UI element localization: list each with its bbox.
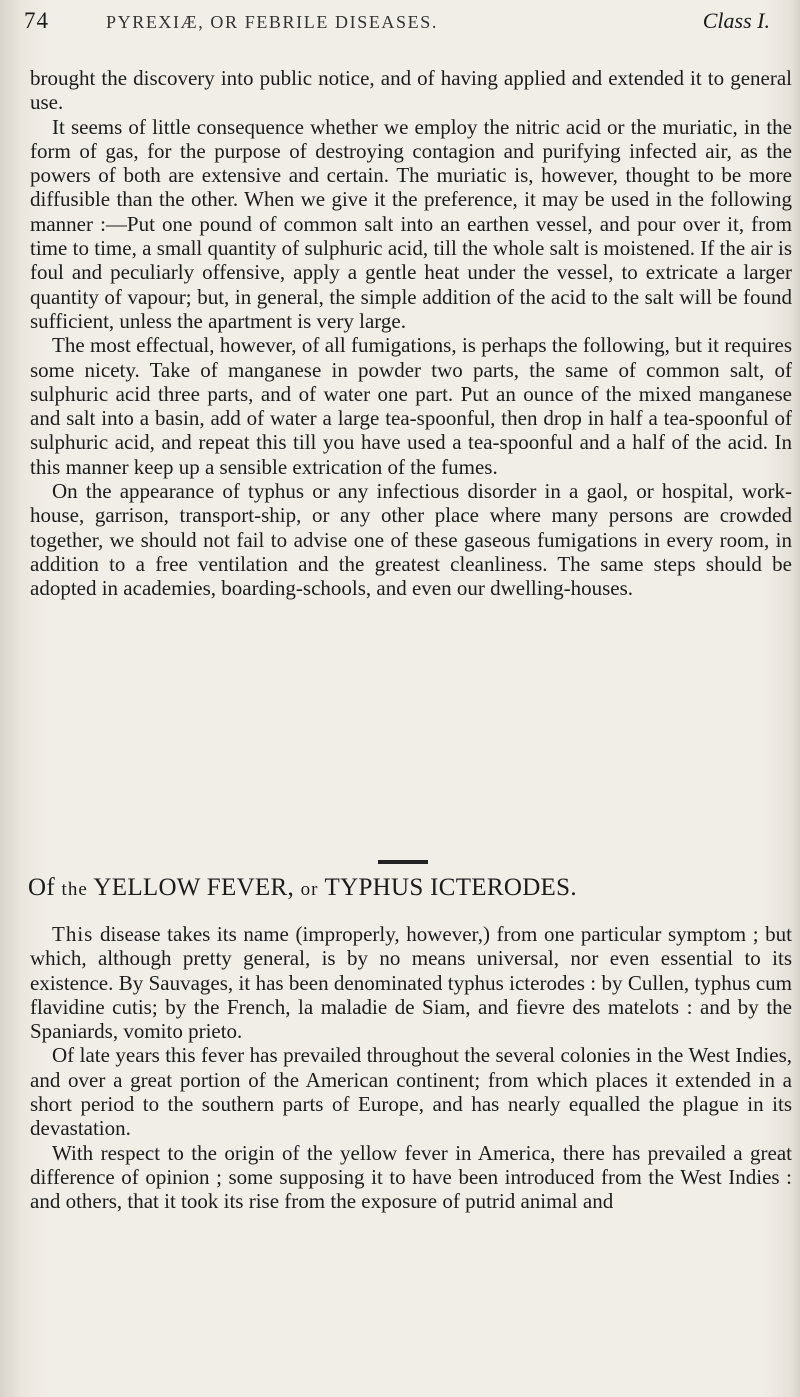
paragraph-typhus-prevention: On the appearance of typhus or any infectious disorder in a gaol, or hospital, work-house, garrison, transport-ship, or any other place where many persons are crowded together, we should not fail to advise one of these gaseous fumigations in every room, in addition to a free ventilation and the greatest cleanliness. The same steps should be adopted in academies, boarding-schools, and even our dwelling-houses. bbox=[30, 479, 792, 601]
heading-subtitle: TYPHUS ICTERODES. bbox=[324, 874, 577, 901]
body-text-lower bbox=[30, 922, 792, 1214]
paragraph-prevalence: Of late years this fever has prevailed throughout the several colonies in the West Indies, and over a great portion of the American continent; from which places it extended in a short period to the southern parts of Europe, and has nearly equalled the plague in its devastation. bbox=[30, 1043, 792, 1141]
paragraph-origin-america: With respect to the origin of the yellow fever in America, there has prevailed a great difference of opinion ; some supposing it to have been introduced from the West Indies : and others, that it took its rise from the exposure of putrid animal and bbox=[30, 1140, 792, 1214]
paragraph-name-origin bbox=[30, 922, 792, 1043]
heading-or: or bbox=[300, 879, 319, 900]
paragraph-name-origin-text: disease takes its name (improperly, however,) from one particular symptom ; but which, although pretty general, is by no means universal, nor even essential to its existence. By Sauvages, it has been denominated typhus icterodes : by Cullen, typhus cum flavidine cutis; by the French, la maladie de Siam, and fievre des matelots : and by the Spaniards, vomito prieto. bbox=[30, 922, 792, 1044]
heading-title: YELLOW FEVER, bbox=[93, 874, 295, 901]
section-heading bbox=[28, 874, 792, 902]
lead-word: This bbox=[52, 922, 94, 946]
class-label: Class I. bbox=[702, 8, 770, 33]
paragraph-continued: brought the discovery into public notice, and of having applied and extended it to general use. bbox=[30, 66, 792, 115]
heading-of: Of bbox=[28, 874, 55, 901]
paragraph-manganese-fumigation: The most effectual, however, of all fumigations, is perhaps the following, but it requires some nicety. Take of manganese in powder two parts, the same of common salt, of sulphuric acid three parts, and of water one part. Put an ounce of the mixed manganese and salt into a basin, add of water a large tea-spoonful, then drop in half a tea-spoonful of sulphuric acid, and repeat this till you have used a tea-spoonful and a half of the acid. In this manner keep up a sensible extrication of the fumes. bbox=[30, 333, 792, 479]
page-number: 74 bbox=[24, 8, 49, 33]
paragraph-nitric-muriatic: It seems of little consequence whether we employ the nitric acid or the muriatic, in the form of gas, for the purpose of destroying contagion and purifying infected air, as the powers of both are extensive and certain. The muriatic is, however, thought to be more diffusible than the other. When we give it the preference, it may be used in the following manner :—Put one pound of common salt into an earthen vessel, and pour over it, from time to time, a small quantity of sulphuric acid, till the whole salt is moistened. If the air is foul and peculiarly offensive, apply a gentle heat under the vessel, to extricate a larger quantity of vapour; but, in general, the simple addition of the acid to the salt will be found sufficient, unless the apartment is very large. bbox=[30, 114, 792, 333]
page-header bbox=[24, 8, 770, 40]
body-text-upper bbox=[30, 66, 792, 601]
running-head: PYREXIÆ, OR FEBRILE DISEASES. bbox=[106, 12, 438, 32]
heading-the: the bbox=[61, 879, 88, 900]
section-divider bbox=[378, 860, 428, 864]
